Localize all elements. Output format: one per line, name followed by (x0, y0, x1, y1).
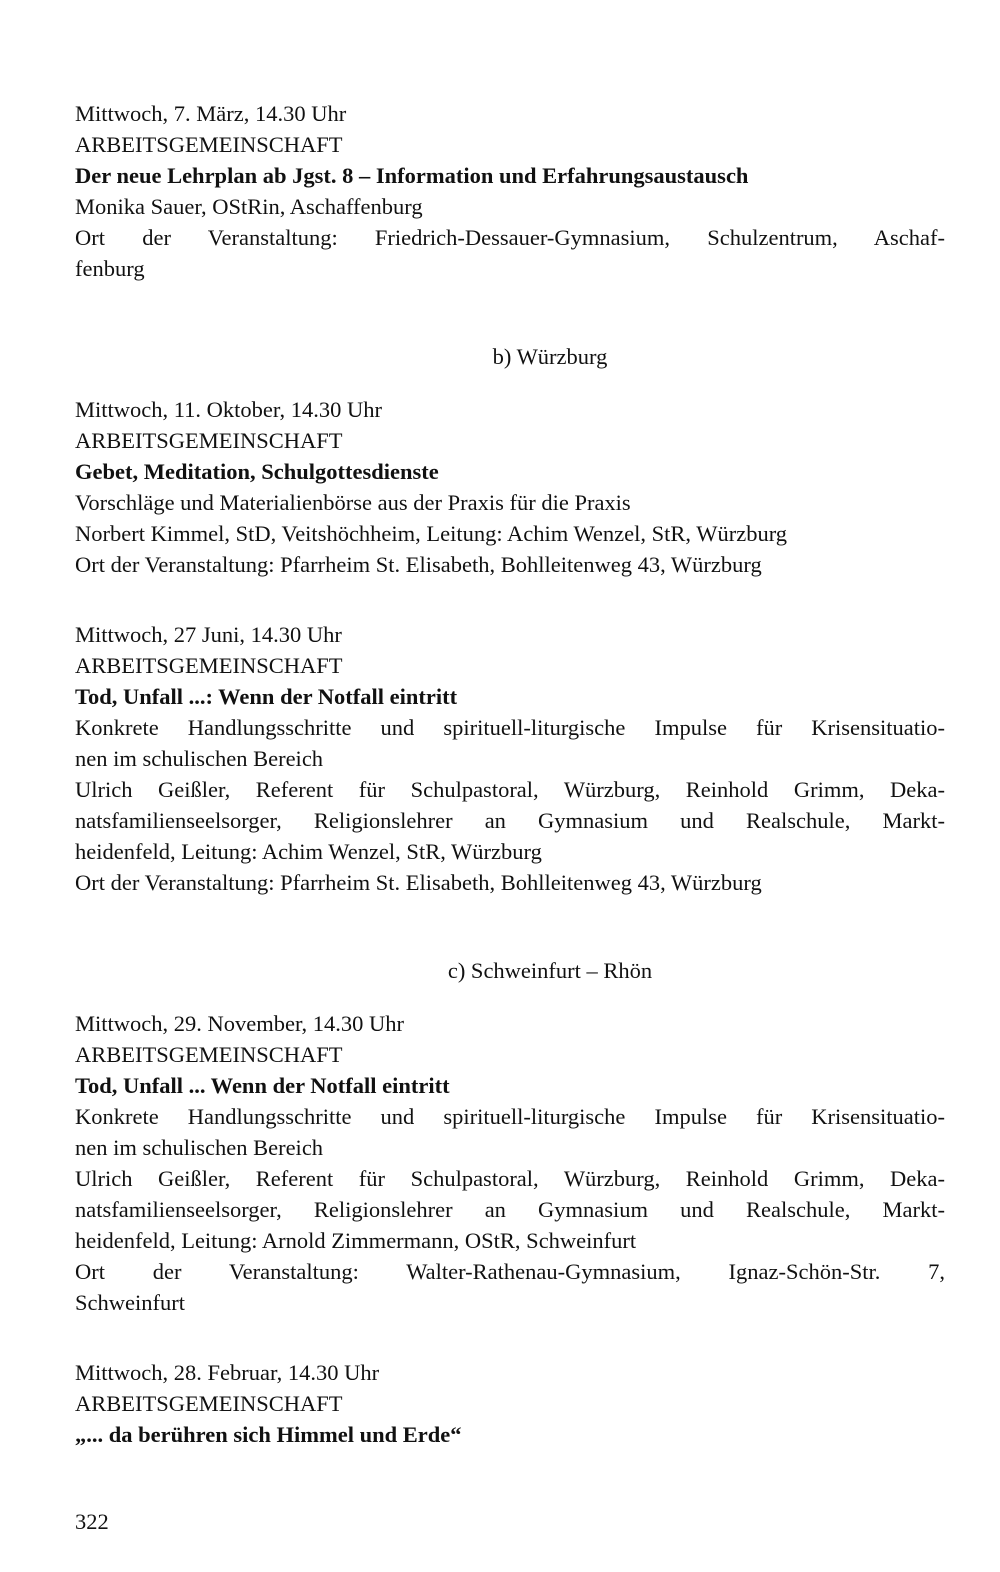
event-5 (75, 1357, 945, 1450)
event-date: Mittwoch, 27 Juni, 14.30 Uhr (75, 622, 342, 647)
event-speaker: Monika Sauer, OStRin, Aschaffenburg (75, 194, 423, 219)
event-type: ARBEITSGEMEINSCHAFT (75, 132, 343, 157)
event-description-line-2: nen im schulischen Bereich (75, 1135, 324, 1160)
event-date: Mittwoch, 11. Oktober, 14.30 Uhr (75, 397, 382, 422)
event-speaker-line-3: heidenfeld, Leitung: Arnold Zimmermann, OStR, Schweinfurt (75, 1228, 637, 1253)
event-venue-line-1: Ort der Veranstaltung: Walter-Rathenau-Gymnasium, Ignaz-Schön-Str. 7, (75, 1259, 945, 1284)
event-venue: Ort der Veranstaltung: Pfarrheim St. Elisabeth, Bohlleitenweg 43, Würzburg (75, 552, 762, 577)
event-speaker-line-1: Ulrich Geißler, Referent für Schulpastoral, Würzburg, Reinhold Grimm, Deka- (75, 777, 945, 802)
event-type: ARBEITSGEMEINSCHAFT (75, 1042, 343, 1067)
event-title: Tod, Unfall ...: Wenn der Notfall eintritt (75, 684, 458, 709)
event-venue-line-2: Schweinfurt (75, 1290, 185, 1315)
event-speaker-line-2: natsfamilienseelsorger, Religionslehrer an Gymnasium und Realschule, Markt- (75, 1197, 945, 1222)
event-title: „... da berühren sich Himmel und Erde“ (75, 1422, 462, 1447)
event-description-line-1: Konkrete Handlungsschritte und spirituell-liturgische Impulse für Krisensituatio- (75, 715, 945, 740)
event-venue-line-1: Ort der Veranstaltung: Friedrich-Dessauer-Gymnasium, Schulzentrum, Aschaf- (75, 225, 945, 250)
event-description-line-2: nen im schulischen Bereich (75, 746, 324, 771)
section-heading-wuerzburg: b) Würzburg (492, 344, 608, 369)
event-type: ARBEITSGEMEINSCHAFT (75, 1391, 343, 1416)
event-date: Mittwoch, 28. Februar, 14.30 Uhr (75, 1360, 380, 1385)
event-1 (75, 98, 945, 284)
page-number: 322 (75, 1509, 109, 1534)
event-description-line-1: Konkrete Handlungsschritte und spirituell-liturgische Impulse für Krisensituatio- (75, 1104, 945, 1129)
event-date: Mittwoch, 29. November, 14.30 Uhr (75, 1011, 405, 1036)
event-description: Vorschläge und Materialienbörse aus der Praxis für die Praxis (75, 490, 631, 515)
event-title: Der neue Lehrplan ab Jgst. 8 – Information und Erfahrungsaustausch (75, 163, 749, 188)
event-venue: Ort der Veranstaltung: Pfarrheim St. Elisabeth, Bohlleitenweg 43, Würzburg (75, 870, 762, 895)
event-speaker-line-2: natsfamilienseelsorger, Religionslehrer an Gymnasium und Realschule, Markt- (75, 808, 945, 833)
event-type: ARBEITSGEMEINSCHAFT (75, 653, 343, 678)
event-speaker: Norbert Kimmel, StD, Veitshöchheim, Leitung: Achim Wenzel, StR, Würzburg (75, 521, 788, 546)
event-venue-line-2: fenburg (75, 256, 145, 281)
event-4 (75, 1008, 945, 1318)
event-speaker-line-1: Ulrich Geißler, Referent für Schulpastoral, Würzburg, Reinhold Grimm, Deka- (75, 1166, 945, 1191)
event-speaker-line-3: heidenfeld, Leitung: Achim Wenzel, StR, Würzburg (75, 839, 542, 864)
document-page (75, 98, 945, 1450)
event-date: Mittwoch, 7. März, 14.30 Uhr (75, 101, 347, 126)
event-3 (75, 619, 945, 898)
event-type: ARBEITSGEMEINSCHAFT (75, 428, 343, 453)
event-2 (75, 394, 945, 580)
section-heading-schweinfurt: c) Schweinfurt – Rhön (447, 958, 653, 983)
event-title: Tod, Unfall ... Wenn der Notfall eintritt (75, 1073, 450, 1098)
event-title: Gebet, Meditation, Schulgottesdienste (75, 459, 439, 484)
